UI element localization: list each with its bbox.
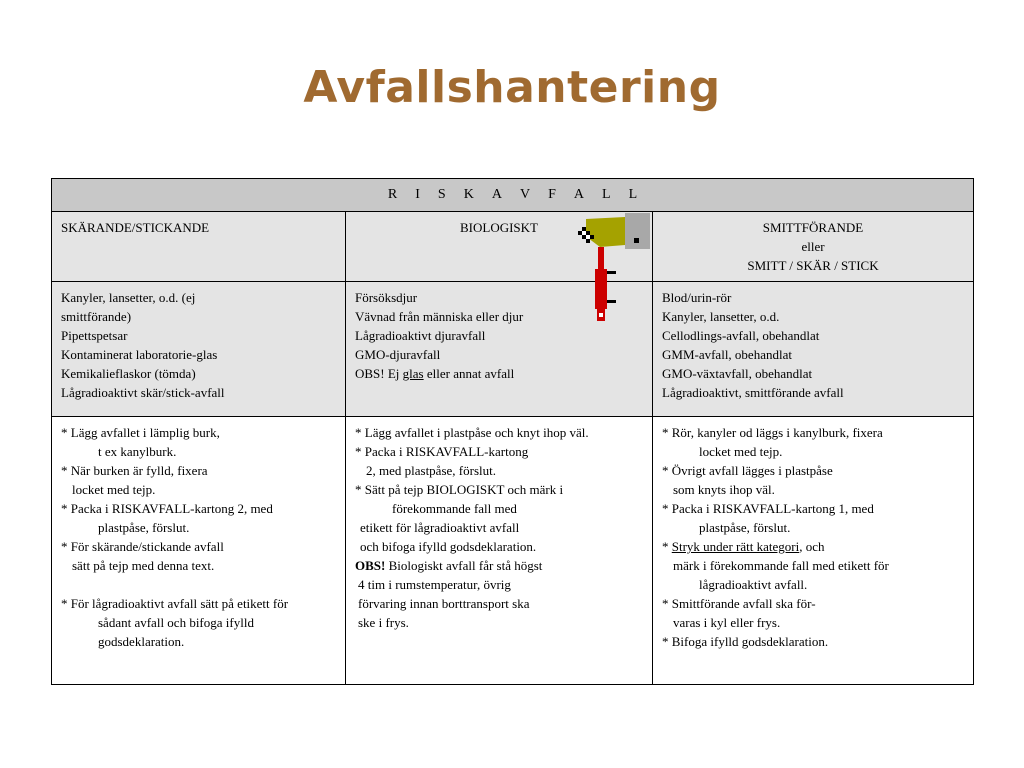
obs-no-glass: OBS! Ej glas eller annat avfall [355,366,515,381]
header-letter: F [548,187,556,202]
header-letter: A [491,187,502,202]
instructions-sharp: * Lägg avfallet i lämplig burk, t ex kanylburk. * När burken är fylld, fixera locket med tejp. * Packa i RISKAVFALL-kartong 2, med plastpåse, förslut. * För skärande/stickande avfall sätt på tejp med denna text. * För lågradioaktivt avfall sätt på etikett för sådant avfall och bifoga ifylld godsdeklaration. [52,417,346,685]
riskavfall-header [52,179,974,212]
items-row [52,282,974,417]
header-letter: L [602,187,611,202]
category-infectious: SMITTFÖRANDE eller SMITT / SKÄR / STICK [653,212,974,282]
needle-mark-top [607,271,616,274]
instructions-row [52,417,974,685]
items-sharp: Kanyler, lansetter, o.d. (ej smittförande) Pipettspetsar Kontaminerat laboratorie-glas Kemikalieflaskor (tömda) Lågradioaktivt skär/stick-avfall [52,282,346,417]
mark-category: * Stryk under rätt kategori, och [662,539,825,554]
header-letter: V [519,187,531,202]
instructions-infectious: * Rör, kanyler od läggs i kanylburk, fixera locket med tejp. * Övrigt avfall lägges i plastpåse som knyts ihop väl. * Packa i RISKAVFALL-kartong 1, med plastpåse, förslut. * Stryk under rätt kategori, och märk i förekommande fall med etikett för lågradioaktivt avfall. * Smittförande avfall ska för- varas i kyl eller frys. * Bifoga ifylld godsdeklaration. [653,417,974,685]
needle-drop-highlight [599,313,603,317]
syringe-barrel [586,217,625,247]
table-header-row [52,179,974,212]
syringe-icon [576,213,652,325]
category-biological: BIOLOGISKT [346,212,653,282]
syringe-plunger [625,213,650,249]
page-title: Avfallshantering [303,62,721,113]
needle-mark-bottom [607,300,616,303]
header-letter: L [628,187,638,202]
riskavfall-letters [379,185,646,204]
header-letter: S [437,187,446,202]
items-infectious: Blod/urin-rör Kanyler, lansetter, o.d. Cellodlings-avfall, obehandlat GMM-avfall, obehandlat GMO-växtavfall, obehandlat Lågradioaktivt, smittförande avfall [653,282,974,417]
waste-table [51,178,974,685]
instructions-biological: * Lägg avfallet i plastpåse och knyt ihop väl. * Packa i RISKAVFALL-kartong 2, med plastpåse, förslut. * Sätt på tejp BIOLOGISKT och märk i förekommande fall med etikett för lågradioaktivt avfall och bifoga ifylld godsdeklaration. OBS! Biologiskt avfall får stå högst 4 tim i rumstemperatur, övrig förvaring innan borttransport ska ske i frys. [346,417,653,685]
category-row [52,212,974,282]
syringe-needle [595,247,607,321]
obs-biological: OBS! Biologiskt avfall får stå högst [355,558,543,573]
syringe-plunger-dot [634,238,639,243]
header-letter: I [415,187,420,202]
header-letter: R [387,187,398,202]
header-letter: K [463,187,474,202]
header-letter: A [573,187,584,202]
items-biological: Försöksdjur Vävnad från människa eller djur Lågradioaktivt djuravfall GMO-djuravfall OBS! Ej glas eller annat avfall [346,282,653,417]
category-sharp: SKÄRANDE/STICKANDE [52,212,346,282]
